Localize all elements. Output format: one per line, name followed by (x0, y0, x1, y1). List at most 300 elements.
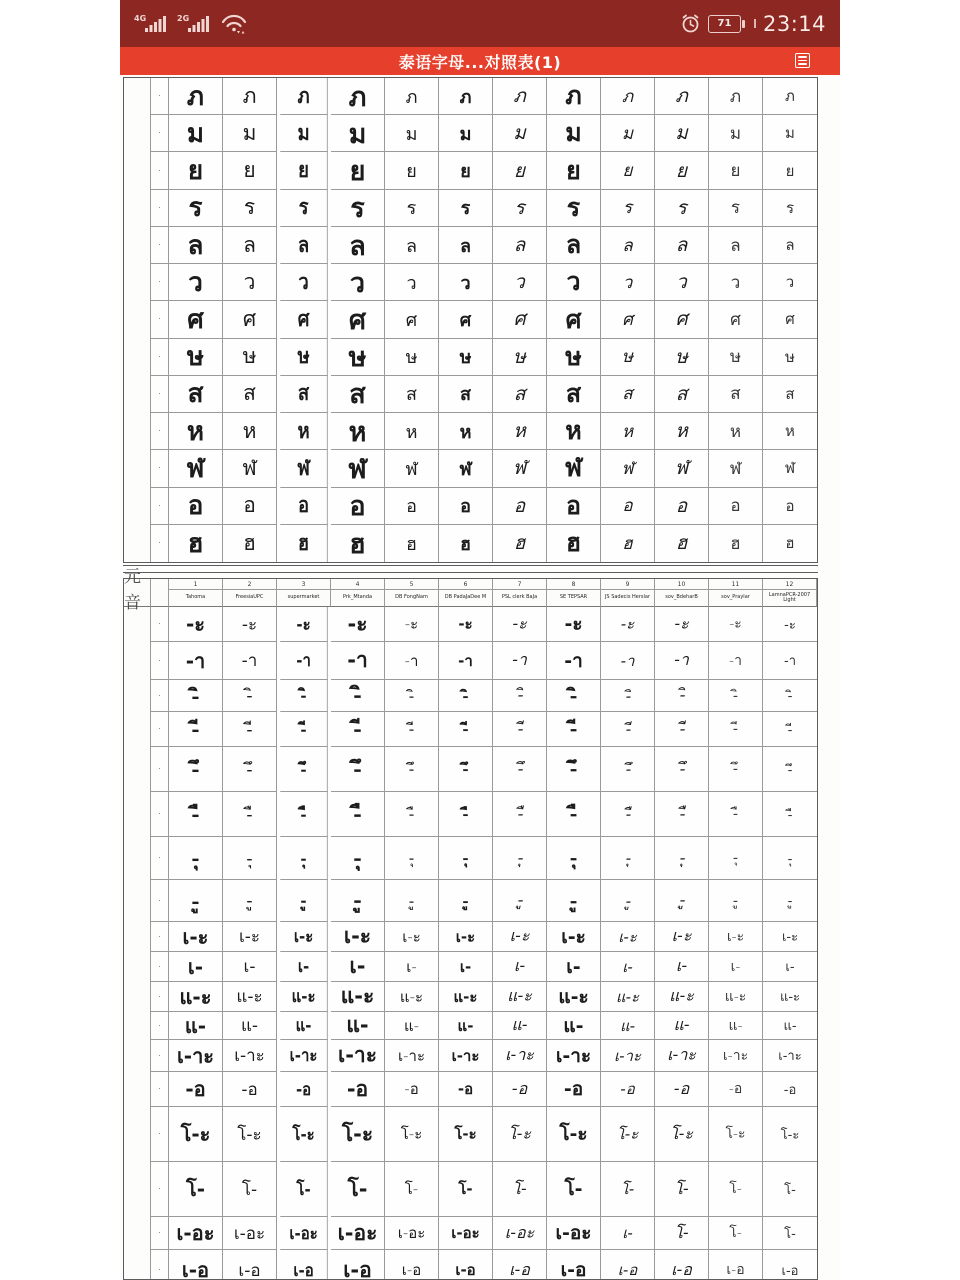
vowel-cell: เ-ะ (547, 922, 601, 952)
font-column-name: JS Sadecis Herslar (601, 590, 655, 607)
consonant-cell: อ (655, 488, 709, 525)
title-bar (120, 47, 840, 75)
vowel-cell: เ-อ (169, 1250, 223, 1280)
vowel-cell: -ู (223, 880, 277, 922)
consonant-cell: ร (763, 190, 817, 227)
vowel-cell: -ู (385, 880, 439, 922)
consonant-cell: ภ (763, 78, 817, 115)
font-column-name: Prk_Mtanda (331, 590, 385, 607)
consonant-cell: ฮ (547, 525, 601, 562)
consonant-cell: ส (169, 376, 223, 413)
vowel-cell: แ-ะ (169, 982, 223, 1012)
vowel-cell: -ี (280, 712, 328, 747)
vowel-cell: -า (493, 642, 547, 680)
vowel-cell: -ื (763, 792, 817, 837)
consonant-cell: ว (280, 264, 328, 301)
consonant-cell: ม (223, 115, 277, 152)
row-marker: · (151, 1217, 169, 1250)
battery-icon (708, 15, 741, 33)
vowel-cell: -ี (655, 712, 709, 747)
font-column-name: PSL clerk BaJa (493, 590, 547, 607)
vowel-cell: เ-าะ (331, 1040, 385, 1072)
consonant-cell: ร (385, 190, 439, 227)
consonant-cell: ห (601, 413, 655, 450)
vowel-cell: โ- (385, 1162, 439, 1217)
consonant-cell: ษ (331, 339, 385, 376)
consonant-cell: ส (439, 376, 493, 413)
consonant-cell: ศ (493, 301, 547, 338)
consonant-cell: ษ (385, 339, 439, 376)
consonant-cell: ว (169, 264, 223, 301)
vowel-cell: แ- (385, 1012, 439, 1040)
consonant-cell: ส (385, 376, 439, 413)
consonant-cell: ศ (223, 301, 277, 338)
vowel-cell: -ุ (601, 837, 655, 880)
vowel-cell: เ-ะ (223, 922, 277, 952)
row-marker: · (151, 1107, 169, 1162)
vowel-cell: -ื (655, 792, 709, 837)
vowel-cell: แ-ะ (763, 982, 817, 1012)
row-marker: · (151, 1162, 169, 1217)
vowel-cell: แ- (709, 1012, 763, 1040)
consonant-cell: ย (169, 152, 223, 189)
vowel-table (123, 578, 818, 1280)
consonant-cell: ฬ (280, 450, 328, 487)
wifi-icon (220, 13, 248, 35)
vowel-cell: -ี (439, 712, 493, 747)
row-marker: · (151, 339, 169, 376)
vowel-cell: -ู (709, 880, 763, 922)
document-pages-icon[interactable] (795, 53, 810, 68)
row-marker: · (151, 115, 169, 152)
vowel-cell: -ื (223, 792, 277, 837)
consonant-cell: ว (439, 264, 493, 301)
consonant-cell: ษ (223, 339, 277, 376)
vowel-cell: -ิ (763, 680, 817, 712)
vowel-cell: -อ (280, 1072, 328, 1107)
vowel-cell: เ- (493, 952, 547, 982)
consonant-cell: ศ (439, 301, 493, 338)
vowel-cell: -ะ (331, 607, 385, 642)
consonant-cell: ภ (655, 78, 709, 115)
consonant-cell: ล (601, 227, 655, 264)
signal-2g-icon (177, 12, 213, 36)
consonant-cell: ห (439, 413, 493, 450)
consonant-cell: อ (709, 488, 763, 525)
row-label-column (124, 301, 151, 338)
vowel-cell: -ึ (547, 747, 601, 792)
font-column-name: FreesiaUPC (223, 590, 277, 607)
consonant-cell: ส (493, 376, 547, 413)
consonant-cell: ศ (169, 301, 223, 338)
vowel-cell: -ึ (655, 747, 709, 792)
consonant-cell: ร (547, 190, 601, 227)
vowel-cell: -อ (655, 1072, 709, 1107)
vowel-cell: -อ (169, 1072, 223, 1107)
consonant-cell: ศ (547, 301, 601, 338)
vowel-cell: -ิ (655, 680, 709, 712)
clock-time: 23:14 (762, 11, 826, 36)
vowel-cell: เ-ะ (709, 922, 763, 952)
consonant-cell: ฮ (439, 525, 493, 562)
vowel-cell: เ-ะ (493, 922, 547, 952)
consonant-cell: อ (280, 488, 328, 525)
row-marker: · (151, 488, 169, 525)
consonant-cell: ห (547, 413, 601, 450)
vowel-cell: โ- (655, 1217, 709, 1250)
consonant-cell: ม (385, 115, 439, 152)
vowel-cell: โ- (655, 1162, 709, 1217)
vowel-cell: แ-ะ (547, 982, 601, 1012)
vowel-cell: -ื (280, 792, 328, 837)
consonant-cell: ย (601, 152, 655, 189)
consonant-cell: อ (223, 488, 277, 525)
vowel-cell: -ุ (655, 837, 709, 880)
consonant-cell: ฮ (385, 525, 439, 562)
vowel-cell: -า (169, 642, 223, 680)
font-column-name: DB PadaJaDee M (439, 590, 493, 607)
consonant-cell: ศ (655, 301, 709, 338)
vowel-cell: -า (385, 642, 439, 680)
vowel-cell: -ุ (709, 837, 763, 880)
vowel-cell: เ-อ (601, 1250, 655, 1280)
vowel-cell: โ-ะ (280, 1107, 328, 1162)
vowel-cell: โ-ะ (331, 1107, 385, 1162)
font-column-name: sov_BdeharB (655, 590, 709, 607)
status-divider (754, 19, 756, 28)
consonant-cell: ม (493, 115, 547, 152)
row-marker: · (151, 525, 169, 562)
vowel-cell: -ื (439, 792, 493, 837)
consonant-cell: ร (655, 190, 709, 227)
consonant-cell: ษ (601, 339, 655, 376)
consonant-cell: ว (223, 264, 277, 301)
vowel-cell: เ-าะ (223, 1040, 277, 1072)
vowel-cell: -อ (601, 1072, 655, 1107)
phone-screenshot[interactable] (120, 0, 840, 1280)
row-marker: · (151, 922, 169, 952)
vowel-cell: -ี (385, 712, 439, 747)
consonant-cell: ฬ (763, 450, 817, 487)
font-column-name: sov_Praylar (709, 590, 763, 607)
vowel-cell: เ-ะ (439, 922, 493, 952)
consonant-cell: ย (493, 152, 547, 189)
consonant-cell: ล (763, 227, 817, 264)
row-marker: · (151, 190, 169, 227)
consonant-cell: ย (709, 152, 763, 189)
consonant-cell: ห (223, 413, 277, 450)
vowel-cell: -ิ (439, 680, 493, 712)
status-bar (120, 0, 840, 47)
vowel-cell: -า (547, 642, 601, 680)
consonant-cell: ล (169, 227, 223, 264)
row-marker: · (151, 747, 169, 792)
row-marker: · (151, 680, 169, 712)
consonant-cell: ฮ (169, 525, 223, 562)
vowel-cell: -ิ (547, 680, 601, 712)
consonant-cell: ศ (709, 301, 763, 338)
vowel-cell: -ี (169, 712, 223, 747)
consonant-cell: ล (223, 227, 277, 264)
consonant-cell: ส (547, 376, 601, 413)
vowel-cell: -ู (280, 880, 328, 922)
consonant-cell: ห (763, 413, 817, 450)
vowel-cell: เ-อะ (169, 1217, 223, 1250)
vowel-cell: -ุ (280, 837, 328, 880)
vowel-cell: โ- (493, 1162, 547, 1217)
consonant-cell: ม (601, 115, 655, 152)
vowel-cell: -ะ (280, 607, 328, 642)
consonant-cell: ม (709, 115, 763, 152)
vowel-cell: -ู (439, 880, 493, 922)
vowel-cell: แ- (655, 1012, 709, 1040)
vowel-cell: -ู (763, 880, 817, 922)
vowel-cell: เ-าะ (169, 1040, 223, 1072)
vowel-cell: -ึ (493, 747, 547, 792)
font-column-number: 12 (763, 579, 817, 590)
consonant-cell: ย (547, 152, 601, 189)
consonant-cell: ร (169, 190, 223, 227)
signal-4g-icon (134, 12, 170, 36)
row-label-column (124, 488, 151, 525)
consonant-cell: ว (547, 264, 601, 301)
vowel-cell: -ุ (547, 837, 601, 880)
row-marker: · (151, 450, 169, 487)
vowel-cell: -ิ (601, 680, 655, 712)
vowel-cell: เ-อ (331, 1250, 385, 1280)
consonant-cell: ภ (331, 78, 385, 115)
row-marker: · (151, 642, 169, 680)
vowel-cell: แ- (763, 1012, 817, 1040)
consonant-cell: ม (655, 115, 709, 152)
font-column-number: 10 (655, 579, 709, 590)
vowel-cell: -า (223, 642, 277, 680)
font-column-number: 2 (223, 579, 277, 590)
vowel-cell: -ู (547, 880, 601, 922)
consonant-cell: ล (655, 227, 709, 264)
consonant-cell: ฮ (493, 525, 547, 562)
vowel-cell: -ี (547, 712, 601, 747)
consonant-cell: ฮ (331, 525, 385, 562)
vowel-cell: -ึ (763, 747, 817, 792)
vowel-cell: เ-อ (280, 1250, 328, 1280)
vowel-cell: โ-ะ (169, 1107, 223, 1162)
vowel-cell: -อ (331, 1072, 385, 1107)
row-label-column (124, 413, 151, 450)
consonant-cell: ห (709, 413, 763, 450)
vowel-cell: -ึ (709, 747, 763, 792)
vowel-cell: โ-ะ (601, 1107, 655, 1162)
font-column-number: 5 (385, 579, 439, 590)
vowel-cell: -ะ (547, 607, 601, 642)
consonant-cell: ฬ (493, 450, 547, 487)
font-column-name: Tahoma (169, 590, 223, 607)
consonant-cell: ฬ (601, 450, 655, 487)
vowel-cell: -ุ (331, 837, 385, 880)
consonant-cell: ย (763, 152, 817, 189)
consonant-cell: ห (331, 413, 385, 450)
consonant-cell: ม (547, 115, 601, 152)
vowel-cell: -อ (547, 1072, 601, 1107)
vowel-cell: เ-ะ (169, 922, 223, 952)
vowel-cell: -ี (763, 712, 817, 747)
vowel-cell: เ-าะ (655, 1040, 709, 1072)
vowel-cell: เ-ะ (280, 922, 328, 952)
vowel-cell: -ะ (709, 607, 763, 642)
consonant-cell: ล (547, 227, 601, 264)
consonant-cell: ฬ (439, 450, 493, 487)
font-column-number: 6 (439, 579, 493, 590)
row-marker: · (151, 78, 169, 115)
vowel-cell: -ะ (223, 607, 277, 642)
consonant-cell: ส (655, 376, 709, 413)
consonant-cell: ส (601, 376, 655, 413)
row-label-column (124, 450, 151, 487)
row-label-column (124, 78, 151, 115)
vowel-cell: เ-ะ (331, 922, 385, 952)
vowel-cell: เ- (709, 952, 763, 982)
consonant-cell: ฬ (655, 450, 709, 487)
vowel-cell: -ึ (169, 747, 223, 792)
consonant-cell: ส (331, 376, 385, 413)
vowel-cell: -ุ (439, 837, 493, 880)
vowel-cell: เ-าะ (547, 1040, 601, 1072)
font-column-number: 8 (547, 579, 601, 590)
vowel-cell: -ิ (709, 680, 763, 712)
row-label-column (124, 525, 151, 562)
vowel-cell: แ-ะ (331, 982, 385, 1012)
vowel-cell: -ิ (223, 680, 277, 712)
consonant-cell: ษ (493, 339, 547, 376)
vowel-cell: -ะ (601, 607, 655, 642)
consonant-cell: ว (331, 264, 385, 301)
vowel-cell: เ-าะ (709, 1040, 763, 1072)
vowel-cell: -ู (493, 880, 547, 922)
vowel-cell: -า (601, 642, 655, 680)
consonant-cell: อ (169, 488, 223, 525)
alarm-icon (680, 13, 701, 34)
consonant-cell: ภ (280, 78, 328, 115)
vowel-cell: -ุ (763, 837, 817, 880)
consonant-cell: ร (709, 190, 763, 227)
row-marker: · (151, 712, 169, 747)
vowel-cell: -ึ (385, 747, 439, 792)
vowel-cell: -ึ (331, 747, 385, 792)
consonant-cell: ร (493, 190, 547, 227)
vowel-cell: -ู (601, 880, 655, 922)
consonant-cell: ล (385, 227, 439, 264)
consonant-cell: ษ (709, 339, 763, 376)
vowel-cell: -ึ (439, 747, 493, 792)
header-corner-2 (151, 579, 169, 607)
consonant-cell: ษ (763, 339, 817, 376)
vowel-cell: เ-าะ (280, 1040, 328, 1072)
consonant-cell: ศ (601, 301, 655, 338)
vowel-cell: เ-าะ (763, 1040, 817, 1072)
vowel-cell: -ื (385, 792, 439, 837)
battery-level: 71 (717, 18, 732, 29)
consonant-cell: ษ (280, 339, 328, 376)
vowel-cell: -ื (493, 792, 547, 837)
consonant-cell: ว (493, 264, 547, 301)
vowel-cell: โ-ะ (655, 1107, 709, 1162)
vowel-cell: โ- (331, 1162, 385, 1217)
font-column-name: LamnaPCR-2007 Light (763, 590, 817, 607)
section-label-vowels: 元音 (124, 567, 141, 613)
consonant-cell: ศ (331, 301, 385, 338)
font-column-name: supermarket (277, 590, 331, 607)
vowel-cell: -า (655, 642, 709, 680)
consonant-cell: ฬ (169, 450, 223, 487)
font-column-number: 11 (709, 579, 763, 590)
consonant-cell: ร (601, 190, 655, 227)
svg-text:4G: 4G (134, 13, 147, 23)
vowel-cell: โ- (601, 1162, 655, 1217)
vowel-cell: แ- (439, 1012, 493, 1040)
vowel-cell: เ- (439, 952, 493, 982)
vowel-cell: -า (439, 642, 493, 680)
consonant-cell: ย (655, 152, 709, 189)
consonant-table (123, 77, 818, 563)
vowel-cell: แ-ะ (385, 982, 439, 1012)
font-column-number: 4 (331, 579, 385, 590)
row-marker: · (151, 837, 169, 880)
row-marker: · (151, 413, 169, 450)
consonant-cell: ล (709, 227, 763, 264)
consonant-cell: ศ (763, 301, 817, 338)
row-marker: · (151, 152, 169, 189)
consonant-cell: ภ (223, 78, 277, 115)
row-marker: · (151, 982, 169, 1012)
vowel-cell: โ-ะ (223, 1107, 277, 1162)
consonant-cell: ห (385, 413, 439, 450)
consonant-cell: ห (169, 413, 223, 450)
vowel-cell: แ- (223, 1012, 277, 1040)
consonant-cell: ภ (547, 78, 601, 115)
consonant-cell: ห (655, 413, 709, 450)
row-marker: · (151, 607, 169, 642)
row-marker: · (151, 376, 169, 413)
row-label-column (124, 339, 151, 376)
consonant-cell: ฬ (709, 450, 763, 487)
consonant-cell: ม (169, 115, 223, 152)
vowel-cell: -ะ (439, 607, 493, 642)
consonant-cell: อ (601, 488, 655, 525)
font-column-number: 7 (493, 579, 547, 590)
svg-text:2G: 2G (177, 13, 190, 23)
consonant-cell: ฮ (763, 525, 817, 562)
vowel-cell: -ุ (223, 837, 277, 880)
vowel-cell: เ- (763, 952, 817, 982)
vowel-cell: เ-อ (763, 1250, 817, 1280)
consonant-cell: ร (439, 190, 493, 227)
vowel-cell: แ-ะ (439, 982, 493, 1012)
consonant-cell: ว (601, 264, 655, 301)
font-column-number: 9 (601, 579, 655, 590)
consonant-cell: ส (223, 376, 277, 413)
consonant-cell: ษ (547, 339, 601, 376)
consonant-cell: ษ (439, 339, 493, 376)
vowel-cell: เ-อ (655, 1250, 709, 1280)
vowel-cell: -ื (169, 792, 223, 837)
consonant-cell: ศ (280, 301, 328, 338)
consonant-cell: ล (493, 227, 547, 264)
vowel-cell: แ- (331, 1012, 385, 1040)
vowel-cell: -อ (493, 1072, 547, 1107)
vowel-cell: โ- (439, 1162, 493, 1217)
consonant-cell: ล (331, 227, 385, 264)
vowel-cell: โ- (763, 1217, 817, 1250)
